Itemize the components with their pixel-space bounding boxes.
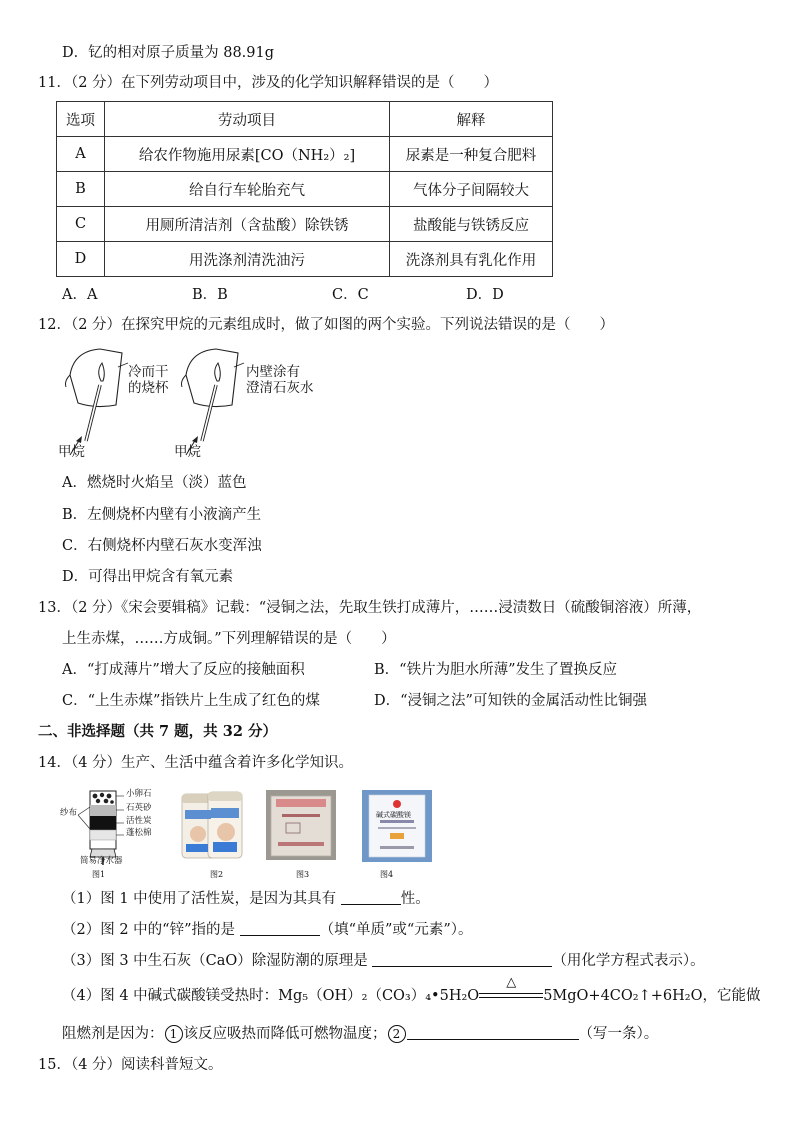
q14-p4-line2-text: 阻燃剂是因为： <box>62 1026 164 1042</box>
q11-stem: 11．（2 分）在下列劳动项目中，涉及的化学知识解释错误的是（ ） <box>38 75 499 91</box>
table-header-row <box>57 102 553 137</box>
circled-number-1: 1 <box>165 1025 183 1043</box>
heat-triangle-icon: △ <box>506 975 517 990</box>
fig1-label-carbon: 活性炭 <box>126 816 152 826</box>
q12-right-label-1: 内壁涂有 <box>246 364 300 380</box>
q14-p1-text: （1）图 1 中使用了活性炭，是因为其具有 <box>62 891 337 907</box>
table-cell: 尿素是一种复合肥料 <box>390 137 553 172</box>
q11-table <box>56 101 553 277</box>
q14-p2-suffix: （填“单质”或“元素”）。 <box>319 922 473 938</box>
q13-stem-line1: 13．（2 分）《宋会要辑稿》记载：“浸铜之法，先取生铁打成薄片，……浸渍数日（硫酸铜溶液）所薄， <box>38 600 702 616</box>
q11-option-b: B．B <box>192 287 228 303</box>
q12-right-label-2: 澄清石灰水 <box>246 380 314 396</box>
table-cell: 洗涤剂具有乳化作用 <box>390 242 553 277</box>
q14-fig2-milk-cans <box>180 790 246 862</box>
q14-part2 <box>62 920 473 940</box>
q13-option-a: A．“打成薄片”增大了反应的接触面积 <box>62 662 305 678</box>
q14-part3 <box>62 951 705 971</box>
q14-part4 <box>62 975 761 1006</box>
table-row <box>57 137 553 172</box>
fig3-name: 图3 <box>296 870 310 879</box>
table-cell: A <box>57 137 105 172</box>
section-title: 二、非选择题（共 7 题，共 32 分） <box>38 723 277 740</box>
q12-gas-label-right: 甲烷 <box>174 444 201 460</box>
q11-option-c: C．C <box>332 287 369 303</box>
q12-option-b: B．左侧烧杯内壁有小液滴产生 <box>62 507 262 523</box>
q12-option-c: C．右侧烧杯内壁石灰水变浑浊 <box>62 538 262 554</box>
q13-option-d: D．“浸铜之法”可知铁的金属活动性比铜强 <box>374 693 647 709</box>
fig1-label-pebble: 小卵石 <box>126 789 152 799</box>
q14-p2-blank[interactable] <box>240 921 320 936</box>
table-header-cell: 劳动项目 <box>105 102 390 137</box>
q12-option-d: D．可得出甲烷含有氧元素 <box>62 569 234 585</box>
table-cell: 给农作物施用尿素[CO（NH₂）₂] <box>105 137 390 172</box>
q12-figure <box>56 345 356 460</box>
fig1-name: 图1 <box>92 870 106 879</box>
fig1-label-cotton: 蓬松棉 <box>126 828 152 838</box>
q11-option-a: A．A <box>62 287 98 303</box>
table-cell: B <box>57 172 105 207</box>
q12-option-a: A．燃烧时火焰呈（淡）蓝色 <box>62 475 247 491</box>
table-cell: 气体分子间隔较大 <box>390 172 553 207</box>
q14-fig4-mgco3-bag <box>362 790 432 862</box>
table-cell: 盐酸能与铁锈反应 <box>390 207 553 242</box>
table-cell: C <box>57 207 105 242</box>
q14-p4-products: 5MgO+4CO₂↑+6H₂O，它能做 <box>543 988 761 1004</box>
q12-left-label-2: 的烧杯 <box>128 380 169 396</box>
q14-p4-text: （4）图 4 中碱式碳酸镁受热时：Mg₅（OH）₂（CO₃）₄•5H₂O <box>62 988 480 1004</box>
q14-p3-text: （3）图 3 中生石灰（CaO）除湿防潮的原理是 <box>62 953 368 969</box>
q13-stem-line2: 上生赤煤，……方成铜。”下列理解错误的是（ ） <box>62 631 396 647</box>
q14-stem: 14．（4 分）生产、生活中蕴含着许多化学知识。 <box>38 755 354 771</box>
q13-option-c: C．“上生赤煤”指铁片上生成了红色的煤 <box>62 693 320 709</box>
table-header-cell: 解释 <box>390 102 553 137</box>
table-cell: D <box>57 242 105 277</box>
fig2-name: 图2 <box>210 870 224 879</box>
table-row <box>57 172 553 207</box>
fig4-name: 图4 <box>380 870 394 879</box>
table-header-cell: 选项 <box>57 102 105 137</box>
q14-p3-blank[interactable] <box>372 952 552 967</box>
q14-p3-suffix: （用化学方程式表示）。 <box>552 953 705 969</box>
q10-option-d: D．钇的相对原子质量为 88.91g <box>62 45 275 61</box>
fig4-bag-text: 碱式碳酸镁 <box>376 811 411 819</box>
q14-p4-blank[interactable] <box>407 1025 579 1040</box>
fig1-label-sand: 石英砂 <box>126 803 152 813</box>
fig1-caption: 简易净水器 <box>80 856 123 866</box>
table-cell: 用洗涤剂清洗油污 <box>105 242 390 277</box>
reaction-condition-arrow <box>479 975 543 1003</box>
table-row <box>57 242 553 277</box>
q15-stem: 15．（4 分）阅读科普短文。 <box>38 1057 223 1073</box>
table-cell: 给自行车轮胎充气 <box>105 172 390 207</box>
q14-p1-blank[interactable] <box>341 890 401 905</box>
q13-option-b: B．“铁片为胆水所薄”发生了置换反应 <box>374 662 617 678</box>
q12-left-label-1: 冷而干 <box>128 364 169 380</box>
q12-gas-label-left: 甲烷 <box>58 444 85 460</box>
q11-option-d: D．D <box>466 287 504 303</box>
table-cell: 用厕所清洁剂（含盐酸）除铁锈 <box>105 207 390 242</box>
table-row <box>57 207 553 242</box>
q14-p4-reason1: 该反应吸热而降低可燃物温度； <box>183 1026 387 1042</box>
q14-p1-suffix: 性。 <box>400 891 430 907</box>
q14-fig3-desiccant-bag <box>266 790 336 860</box>
circled-number-2: 2 <box>388 1025 406 1043</box>
q14-part4-line2 <box>62 1024 658 1044</box>
fig1-side-label: 纱布 <box>60 808 78 818</box>
q12-stem: 12．（2 分）在探究甲烷的元素组成时，做了如图的两个实验。下列说法错误的是（ ） <box>38 317 615 333</box>
q14-p4-suffix: （写一条）。 <box>578 1026 659 1042</box>
q14-part1 <box>62 889 430 909</box>
q14-p2-text: （2）图 2 中的“锌”指的是 <box>62 922 235 938</box>
